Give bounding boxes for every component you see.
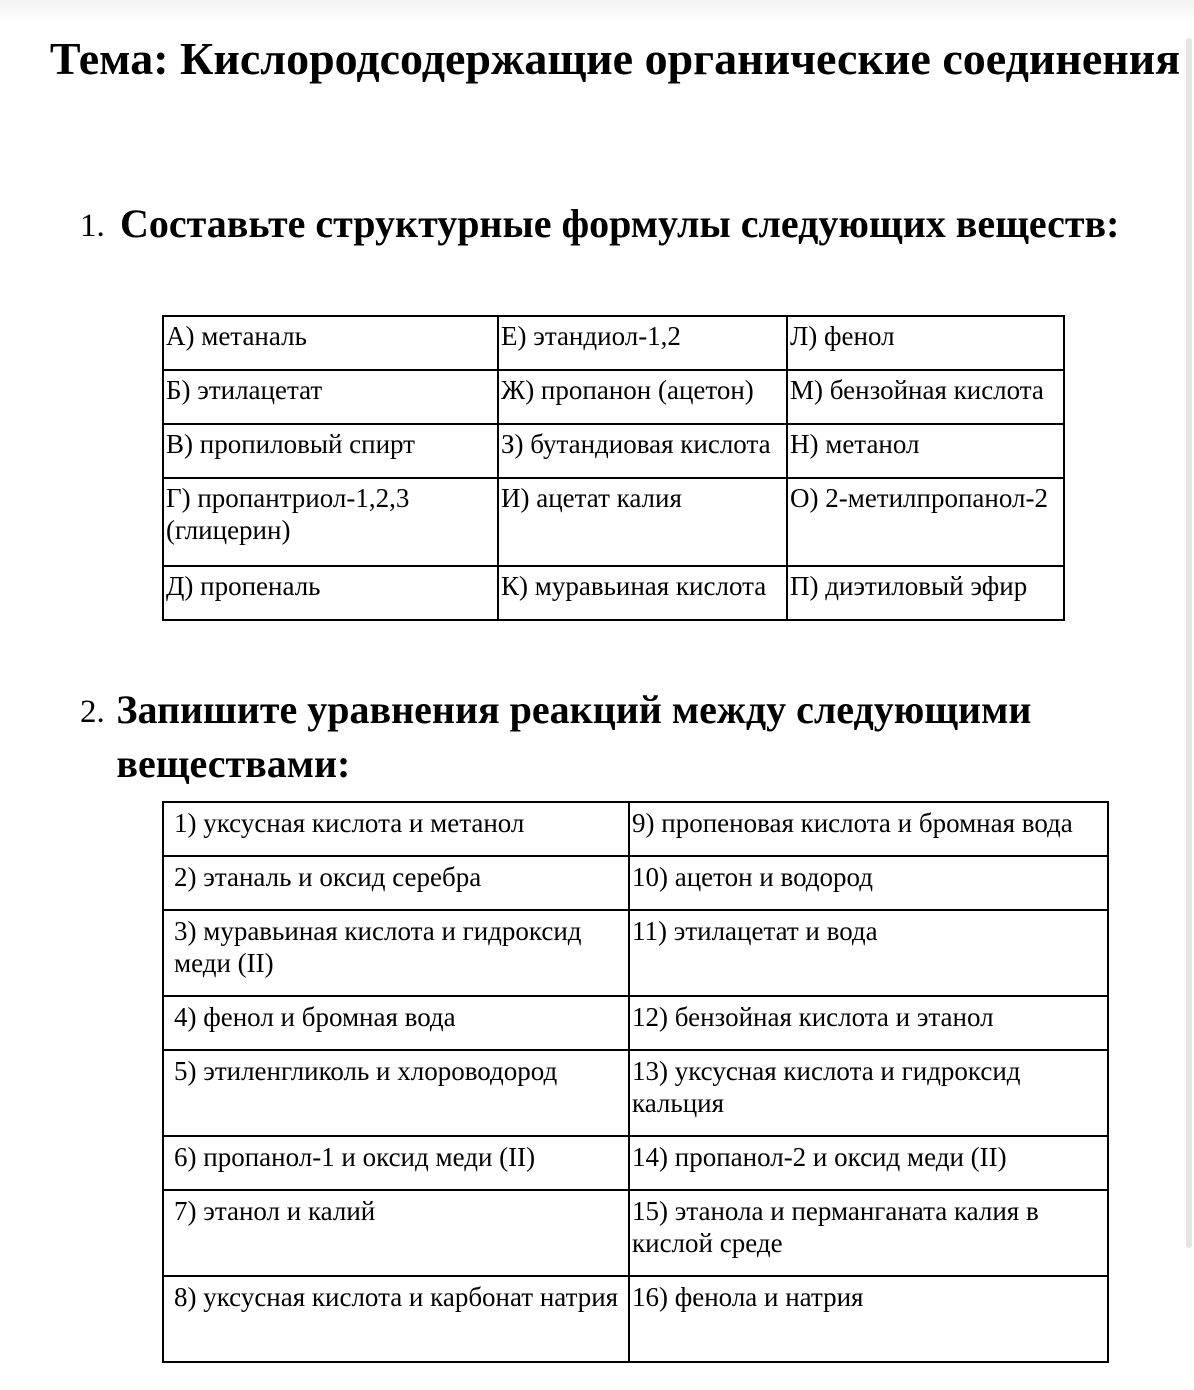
- table-row: [163, 1190, 1108, 1276]
- table-row: [163, 910, 1108, 996]
- task-1-text: Составьте структурные формулы следующих веществ:: [120, 201, 1120, 246]
- table-row: [163, 424, 1064, 478]
- table-cell: 10) ацетон и водород: [629, 856, 1108, 910]
- table-cell: 14) пропанол-2 и оксид меди (II): [629, 1136, 1108, 1190]
- table-cell: Е) этандиол-1,2: [498, 316, 787, 370]
- table-cell: К) муравьиная кислота: [498, 566, 787, 620]
- table-cell: 6) пропанол-1 и оксид меди (II): [163, 1136, 629, 1190]
- table-cell: 13) уксусная кислота и гидроксид кальция: [629, 1050, 1108, 1136]
- table-row: [163, 1276, 1108, 1362]
- table-cell: 12) бензойная кислота и этанол: [629, 996, 1108, 1050]
- table-cell: Г) пропантриол-1,2,3 (глицерин): [163, 478, 498, 566]
- table-row: [163, 802, 1108, 856]
- table-cell: Б) этилацетат: [163, 370, 498, 424]
- task-2-number: 2.: [80, 694, 105, 730]
- table-cell: Ж) пропанон (ацетон): [498, 370, 787, 424]
- table-cell: 8) уксусная кислота и карбонат натрия: [163, 1276, 629, 1362]
- table-cell: 5) этиленгликоль и хлороводород: [163, 1050, 629, 1136]
- table-cell: 15) этанола и перманганата калия в кислой среде: [629, 1190, 1108, 1276]
- table-row: [163, 316, 1064, 370]
- reactions-table: [162, 801, 1109, 1363]
- table-row: [163, 856, 1108, 910]
- table-cell: А) метаналь: [163, 316, 498, 370]
- table-cell: О) 2-метилпропанол-2: [787, 478, 1064, 566]
- table-cell: 16) фенола и натрия: [629, 1276, 1108, 1362]
- table-cell: 11) этилацетат и вода: [629, 910, 1108, 996]
- table-cell: М) бензойная кислота: [787, 370, 1064, 424]
- task-1-number: 1.: [80, 208, 105, 244]
- top-shadow: [0, 0, 1194, 22]
- table-cell: П) диэтиловый эфир: [787, 566, 1064, 620]
- table-cell: З) бутандиовая кислота: [498, 424, 787, 478]
- scrollbar[interactable]: [1186, 38, 1192, 1248]
- table-cell: 2) этаналь и оксид серебра: [163, 856, 629, 910]
- table-row: [163, 370, 1064, 424]
- table-row: [163, 1050, 1108, 1136]
- table-cell: Н) метанол: [787, 424, 1064, 478]
- table-cell: И) ацетат калия: [498, 478, 787, 566]
- task-2-text: Запишите уравнения реакций между следующими веществами:: [116, 687, 1032, 786]
- substances-table: [162, 315, 1065, 621]
- task-1-heading: [80, 197, 1170, 253]
- table-cell: 9) пропеновая кислота и бромная вода: [629, 802, 1108, 856]
- table-cell: Л) фенол: [787, 316, 1064, 370]
- table-row: [163, 996, 1108, 1050]
- table-cell: 4) фенол и бромная вода: [163, 996, 629, 1050]
- table-cell: 1) уксусная кислота и метанол: [163, 802, 629, 856]
- table-cell: Д) пропеналь: [163, 566, 498, 620]
- table-cell: 7) этанол и калий: [163, 1190, 629, 1276]
- table-cell: В) пропиловый спирт: [163, 424, 498, 478]
- page-title: Тема: Кислородсодержащие органические соединения: [49, 33, 1181, 84]
- table-cell: 3) муравьиная кислота и гидроксид меди (II): [163, 910, 629, 996]
- table-row: [163, 478, 1064, 566]
- table-row: [163, 1136, 1108, 1190]
- task-2-heading: [80, 683, 1170, 791]
- table-row: [163, 566, 1064, 620]
